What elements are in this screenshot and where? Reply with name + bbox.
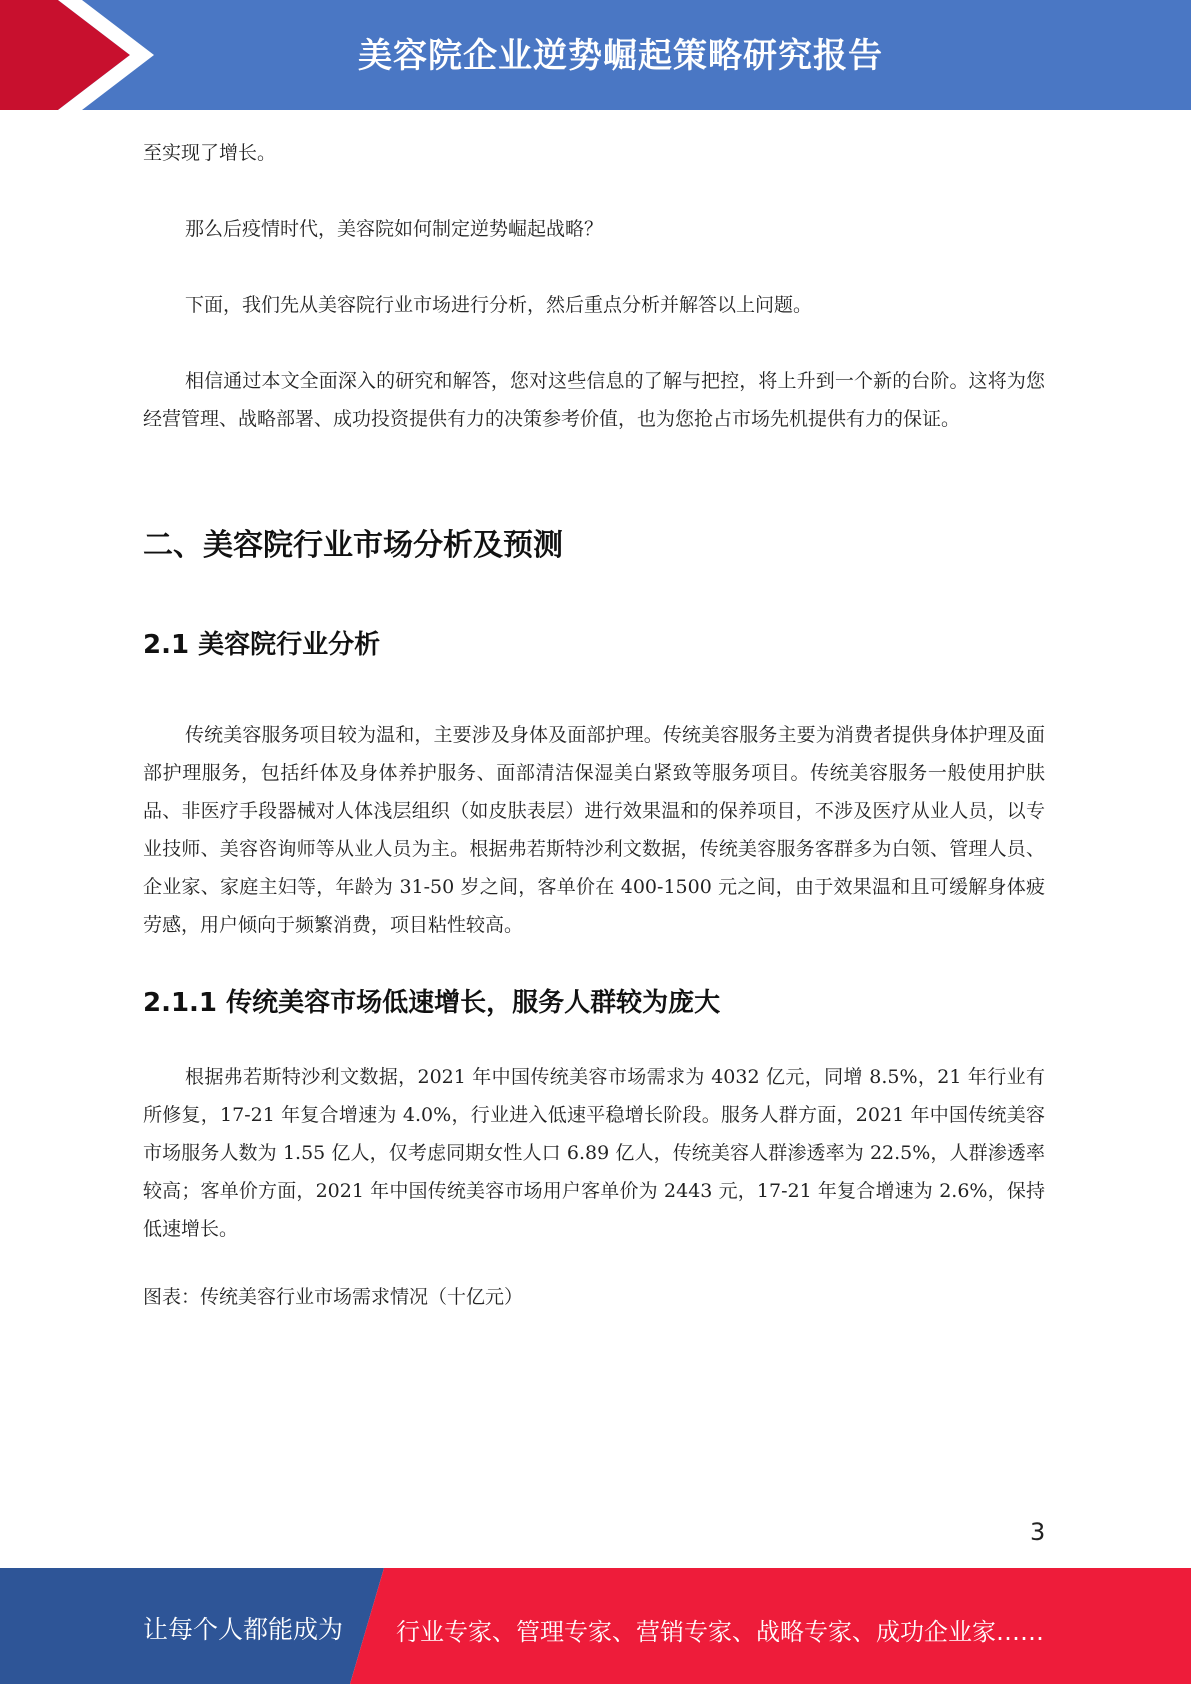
section-heading: 二、美容院行业市场分析及预测 [143,528,563,563]
paragraph-market-data: 根据弗若斯特沙利文数据，2021 年中国传统美容市场需求为 4032 亿元，同增 8.5%，21 年行业有所修复，17-21 年复合增速为 4.0%，行业进入低速平稳增长阶段。服务人群方面，2021 年中国传统美容市场服务人数为 1.55 亿人，仅考虑同期女性人口 6.89 亿人，传统美容人群渗透率为 22.5%，人群渗透率较高；客单价方面，2021 年中国传统美容市场用户客单价为 2443 元，17-21 年复合增速为 2.6%，保持低速增长。 [143,1066,1045,1240]
subsection-heading-2-1: 2.1 美容院行业分析 [143,630,381,660]
page-footer [0,1568,1191,1684]
figure-caption: 图表：传统美容行业市场需求情况（十亿元） [143,1286,524,1308]
paragraph-continuation: 至实现了增长。 [143,142,277,164]
paragraph-value: 相信通过本文全面深入的研究和解答，您对这些信息的了解与把控，将上升到一个新的台阶。这将为您经营管理、战略部署、成功投资提供有力的决策参考价值，也为您抢占市场先机提供有力的保证。 [143,370,1045,430]
page-number: 3 [1030,1518,1046,1546]
footer-slogan-left: 让每个人都能成为 [143,1615,344,1644]
report-title: 美容院企业逆势崛起策略研究报告 [358,36,883,76]
paragraph-traditional-beauty: 传统美容服务项目较为温和，主要涉及身体及面部护理。传统美容服务主要为消费者提供身体护理及面部护理服务，包括纤体及身体养护服务、面部清洁保湿美白紧致等服务项目。传统美容服务一般使用护肤品、非医疗手段器械对人体浅层组织（如皮肤表层）进行效果温和的保养项目，不涉及医疗从业人员，以专业技师、美容咨询师等从业人员为主。根据弗若斯特沙利文数据，传统美容服务客群多为白领、管理人员、企业家、家庭主妇等，年龄为 31-50 岁之间，客单价在 400-1500 元之间，由于效果温和且可缓解身体疲劳感，用户倾向于频繁消费，项目粘性较高。 [143,724,1045,936]
footer-slogan-right: 行业专家、管理专家、营销专家、战略专家、成功企业家…… [396,1618,1044,1646]
paragraph-intro: 下面，我们先从美容院行业市场进行分析，然后重点分析并解答以上问题。 [185,294,813,316]
page-header [0,0,1191,110]
subsection-heading-2-1-1: 2.1.1 传统美容市场低速增长，服务人群较为庞大 [143,988,721,1018]
paragraph-question: 那么后疫情时代，美容院如何制定逆势崛起战略？ [185,218,604,240]
